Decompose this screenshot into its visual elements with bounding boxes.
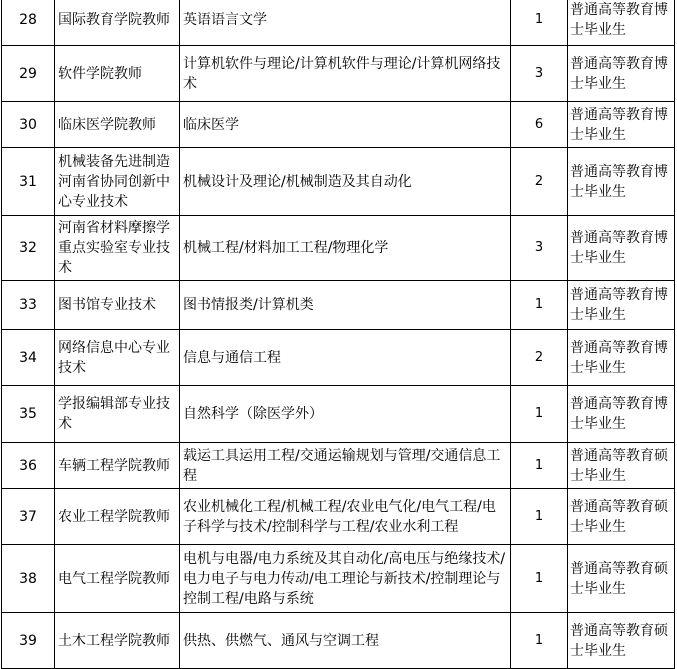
major-requirement: 农业机械化工程/机械工程/农业电气化/电气工程/电子科学与技术/控制科学与工程/农业水利工程 — [180, 489, 511, 545]
headcount: 1 — [511, 281, 568, 330]
headcount: 6 — [511, 102, 568, 148]
headcount: 3 — [511, 46, 568, 102]
headcount: 1 — [511, 0, 568, 46]
row-number: 38 — [2, 545, 55, 613]
major-requirement: 信息与通信工程 — [180, 330, 511, 386]
headcount: 2 — [511, 330, 568, 386]
headcount: 2 — [511, 148, 568, 216]
headcount: 1 — [511, 545, 568, 613]
row-number: 28 — [2, 0, 55, 46]
position-name: 电气工程学院教师 — [55, 545, 180, 613]
position-name: 临床医学院教师 — [55, 102, 180, 148]
education-requirement: 普通高等教育博士毕业生 — [568, 148, 675, 216]
headcount: 1 — [511, 386, 568, 443]
major-requirement: 自然科学（除医学外） — [180, 386, 511, 443]
education-requirement: 普通高等教育硕士毕业生 — [568, 489, 675, 545]
major-requirement: 供热、供燃气、通风与空调工程 — [180, 613, 511, 669]
position-name: 农业工程学院教师 — [55, 489, 180, 545]
position-name: 图书馆专业技术 — [55, 281, 180, 330]
row-number: 33 — [2, 281, 55, 330]
table-row — [2, 489, 675, 545]
row-number: 29 — [2, 46, 55, 102]
headcount: 1 — [511, 489, 568, 545]
table-row — [2, 443, 675, 489]
table-row — [2, 545, 675, 613]
education-requirement: 普通高等教育博士毕业生 — [568, 386, 675, 443]
position-name: 网络信息中心专业技术 — [55, 330, 180, 386]
education-requirement: 普通高等教育博士毕业生 — [568, 216, 675, 281]
education-requirement: 普通高等教育博士毕业生 — [568, 281, 675, 330]
row-number: 36 — [2, 443, 55, 489]
position-name: 车辆工程学院教师 — [55, 443, 180, 489]
headcount: 3 — [511, 216, 568, 281]
recruitment-table — [1, 0, 675, 669]
row-number: 35 — [2, 386, 55, 443]
table-row — [2, 0, 675, 46]
row-number: 34 — [2, 330, 55, 386]
row-number: 31 — [2, 148, 55, 216]
table-row — [2, 216, 675, 281]
major-requirement: 电机与电器/电力系统及其自动化/高电压与绝缘技术/电力电子与电力传动/电工理论与新技术/控制理论与控制工程/电路与系统 — [180, 545, 511, 613]
headcount: 1 — [511, 443, 568, 489]
major-requirement: 临床医学 — [180, 102, 511, 148]
education-requirement: 普通高等教育博士毕业生 — [568, 330, 675, 386]
education-requirement: 普通高等教育博士毕业生 — [568, 0, 675, 46]
major-requirement: 机械设计及理论/机械制造及其自动化 — [180, 148, 511, 216]
education-requirement: 普通高等教育硕士毕业生 — [568, 613, 675, 669]
row-number: 30 — [2, 102, 55, 148]
position-name: 软件学院教师 — [55, 46, 180, 102]
table-row — [2, 613, 675, 669]
table-row — [2, 102, 675, 148]
row-number: 37 — [2, 489, 55, 545]
education-requirement: 普通高等教育博士毕业生 — [568, 102, 675, 148]
major-requirement: 机械工程/材料加工工程/物理化学 — [180, 216, 511, 281]
table-row — [2, 386, 675, 443]
table-row — [2, 330, 675, 386]
position-name: 河南省材料摩擦学重点实验室专业技术 — [55, 216, 180, 281]
major-requirement: 载运工具运用工程/交通运输规划与管理/交通信息工程 — [180, 443, 511, 489]
table-row — [2, 281, 675, 330]
table-row — [2, 148, 675, 216]
table-body — [2, 0, 675, 669]
position-name: 土木工程学院教师 — [55, 613, 180, 669]
education-requirement: 普通高等教育博士毕业生 — [568, 46, 675, 102]
major-requirement: 计算机软件与理论/计算机软件与理论/计算机网络技术 — [180, 46, 511, 102]
position-name: 国际教育学院教师 — [55, 0, 180, 46]
major-requirement: 图书情报类/计算机类 — [180, 281, 511, 330]
position-name: 学报编辑部专业技术 — [55, 386, 180, 443]
education-requirement: 普通高等教育硕士毕业生 — [568, 545, 675, 613]
major-requirement: 英语语言文学 — [180, 0, 511, 46]
education-requirement: 普通高等教育硕士毕业生 — [568, 443, 675, 489]
position-name: 机械装备先进制造河南省协同创新中心专业技术 — [55, 148, 180, 216]
row-number: 39 — [2, 613, 55, 669]
row-number: 32 — [2, 216, 55, 281]
table-row — [2, 46, 675, 102]
headcount: 1 — [511, 613, 568, 669]
